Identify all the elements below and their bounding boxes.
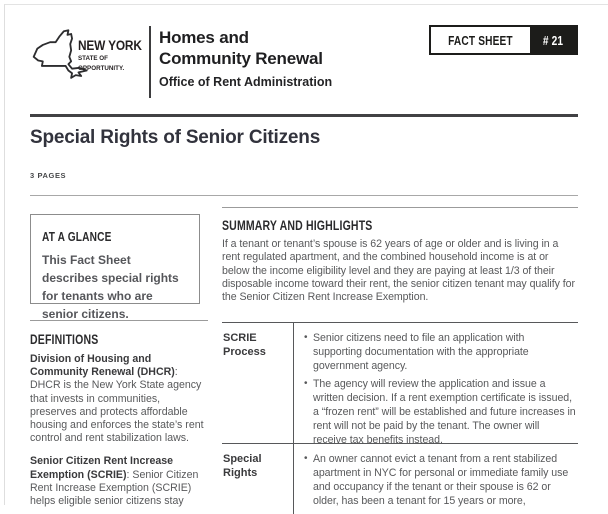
definition-dhcr-text: : DHCR is the New York State agency that invests in communities, preserves and protects affordable housing and enforces the state’s rent control and rent stabilization laws.	[30, 366, 204, 445]
definition-dhcr	[30, 353, 208, 445]
row-label-scrie-process: SCRIE Process	[223, 332, 266, 358]
definition-dhcr-term: Division of Housing and Community Renewal (DHCR)	[30, 353, 175, 379]
scrie-process-bullet-2: • The agency will review the application and issue a written decision. If a rent exemption certificate is issued, a “frozen rent” will be established and future increases in rent will not be paid by the tenant. The owner will receive tax benefits instead.	[303, 377, 576, 447]
page-title: Special Rights of Senior Citizens	[30, 127, 321, 148]
page-count-label: 3 PAGES	[30, 171, 67, 180]
table-row-special-rights	[222, 444, 578, 514]
definition-scrie-text: : Senior Citizen Rent Increase Exemption (SCRIE) helps eligible senior citizens stay	[30, 468, 199, 508]
row-content-scrie-process	[293, 323, 578, 446]
definitions-heading: DEFINITIONS	[30, 332, 99, 347]
definitions-section	[30, 320, 208, 508]
nys-logo	[30, 26, 158, 88]
fact-sheet-number-cell	[530, 27, 576, 53]
logo-opportunity: OPPORTUNITY.	[78, 65, 125, 72]
at-a-glance-body: This Fact Sheet describes special rights for tenants who are senior citizens.	[42, 253, 179, 321]
scrie-process-bullet-1: • Senior citizens need to file an application with supporting documentation with the appropriate government agency.	[303, 331, 576, 373]
agency-block	[159, 28, 332, 89]
logo-wordmark	[78, 38, 150, 73]
summary-section	[222, 207, 578, 304]
definition-scrie-term: Senior Citizen Rent Increase Exemption (SCRIE)	[30, 455, 174, 481]
header-vertical-divider	[149, 26, 151, 98]
fact-sheet-badge	[429, 25, 578, 55]
agency-name-line1: Homes and	[159, 28, 249, 47]
definition-scrie	[30, 455, 208, 508]
title-rule	[30, 195, 578, 196]
summary-heading: SUMMARY AND HIGHLIGHTS	[222, 218, 373, 233]
header-rule	[30, 114, 578, 117]
table-row-scrie-process	[222, 323, 578, 444]
office-name: Office of Rent Administration	[159, 75, 333, 89]
rights-table	[222, 322, 578, 507]
document-header	[30, 24, 578, 106]
row-content-special-rights	[293, 444, 578, 514]
special-rights-bullet-1: • An owner cannot evict a tenant from a rent stabilized apartment in NYC for personal or immediate family use and occupancy if the tenant or their spouse is 62 or older, has been a tenant for 15 years or more,	[303, 452, 576, 508]
fact-sheet-number: # 21	[542, 32, 564, 48]
fact-sheet-label: FACT SHEET	[448, 32, 513, 48]
at-a-glance-heading: AT A GLANCE	[42, 229, 112, 244]
logo-new-york: NEW YORK	[78, 38, 142, 53]
fact-sheet-label-cell	[431, 27, 530, 53]
row-label-special-rights: Special Rights	[223, 453, 262, 479]
at-a-glance-box	[30, 214, 200, 321]
summary-body: If a tenant or tenant’s spouse is 62 years of age or older and is living in a rent regulated apartment, and the combined household income is at or below the income eligibility level and they are paying at least 1/3 of their disposable income toward their rent, the senior citizen tenant may qualify for the Senior Citizen Rent Increase Exemption.	[222, 238, 575, 304]
agency-name-line2: Community Renewal	[159, 48, 323, 68]
logo-state-of: STATE OF	[78, 55, 109, 62]
